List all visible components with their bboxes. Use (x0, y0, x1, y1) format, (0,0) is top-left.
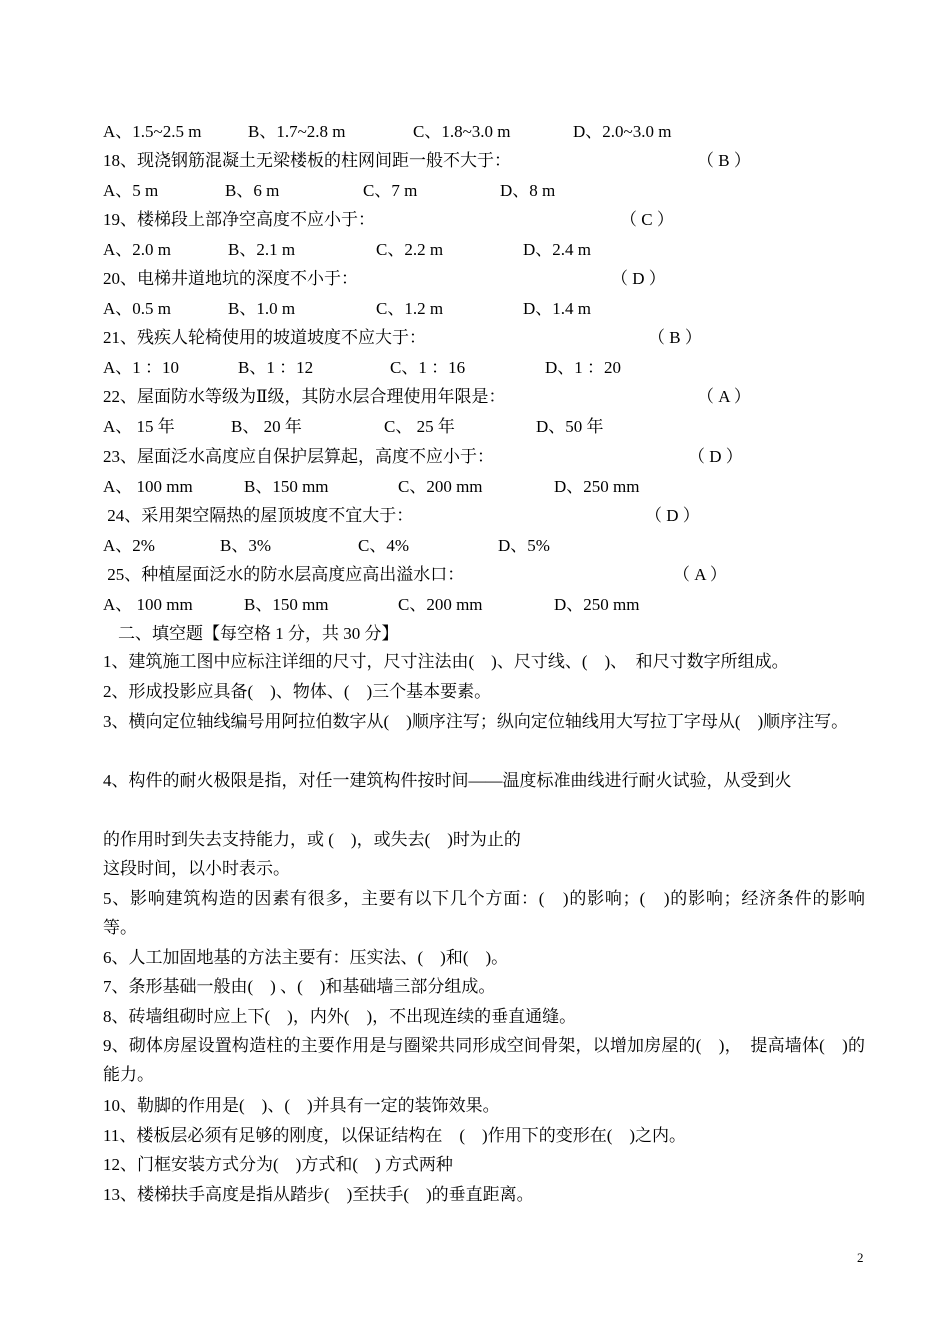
q23-option-d: D、250 mm (554, 477, 640, 496)
fill-item-9: 9、砌体房屋设置构造柱的主要作用是与圈梁共同形成空间骨架，以增加房屋的( )， 提高墙体( )的能力。 (103, 1036, 865, 1084)
q24-option-a: A、2% (103, 536, 155, 555)
fill-item-4: 4、构件的耐火极限是指，对任一建筑构件按时间——温度标准曲线进行耐火试验，从受到火 (103, 771, 792, 790)
q18-option-b: B、6 m (225, 181, 280, 200)
q19-option-b: B、2.1 m (228, 240, 296, 259)
q23-option-b: B、150 mm (244, 477, 329, 496)
answer-25: （ A ） (673, 565, 727, 584)
q22-option-c: C、 25 年 (384, 417, 455, 436)
fill-item-4-end: 这段时间，以小时表示。 (103, 859, 290, 878)
question-18: 18、现浇钢筋混凝土无梁楼板的柱网间距一般不大于： (103, 151, 511, 170)
q21-option-d: D、1 ：20 (545, 358, 622, 377)
answer-24: （ D ） (645, 506, 700, 525)
q18-option-c: C、7 m (363, 181, 418, 200)
q23-option-a: A、 100 mm (103, 477, 193, 496)
answer-21: （ B ） (648, 328, 702, 347)
q22-option-b: B、 20 年 (231, 417, 302, 436)
q25-option-a: A、 100 mm (103, 595, 193, 614)
question-25: 25、种植屋面泛水的防水层高度应高出溢水口： (103, 565, 465, 584)
question-21: 21、残疾人轮椅使用的坡道坡度不应大于： (103, 328, 426, 347)
section-2-title: 二、填空题【每空格 1 分，共 30 分】 (118, 624, 399, 643)
question-24: 24、采用架空隔热的屋顶坡度不宜大于： (103, 506, 414, 525)
q20-option-d: D、1.4 m (523, 299, 591, 318)
q19-option-c: C、2.2 m (376, 240, 444, 259)
answer-19: （ C ） (620, 210, 674, 229)
fill-item-13: 13、楼梯扶手高度是指从踏步( )至扶手( )的垂直距离。 (103, 1185, 534, 1204)
q20-option-a: A、0.5 m (103, 299, 171, 318)
q17-option-c: C、1.8~3.0 m (413, 122, 511, 141)
q24-option-c: C、4% (358, 536, 409, 555)
question-22: 22、屋面防水等级为Ⅱ级，其防水层合理使用年限是： (103, 387, 506, 406)
q18-option-d: D、8 m (500, 181, 556, 200)
answer-20: （ D ） (611, 269, 666, 288)
fill-item-12: 12、门框安装方式分为( )方式和( ) 方式两种 (103, 1155, 453, 1174)
q21-option-b: B、1 ：12 (238, 358, 314, 377)
q17-option-a: A、1.5~2.5 m (103, 122, 202, 141)
page-number: 2 (857, 1250, 864, 1265)
q19-option-a: A、2.0 m (103, 240, 171, 259)
q24-option-b: B、3% (220, 536, 271, 555)
fill-item-3: 3、横向定位轴线编号用阿拉伯数字从( )顺序注写；纵向定位轴线用大写拉丁字母从( )顺序注写。 (103, 712, 849, 731)
q23-option-c: C、200 mm (398, 477, 483, 496)
answer-22: （ A ） (697, 387, 751, 406)
q20-option-c: C、1.2 m (376, 299, 444, 318)
q18-option-a: A、5 m (103, 181, 159, 200)
fill-item-7: 7、条形基础一般由( ) 、( )和基础墙三部分组成。 (103, 977, 496, 996)
q25-option-c: C、200 mm (398, 595, 483, 614)
q22-option-a: A、 15 年 (103, 417, 175, 436)
q20-option-b: B、1.0 m (228, 299, 296, 318)
q22-option-d: D、50 年 (536, 417, 604, 436)
q24-option-d: D、5% (498, 536, 550, 555)
fill-item-11: 11、楼板层必须有足够的刚度，以保证结构在 ( )作用下的变形在( )之内。 (103, 1126, 687, 1145)
fill-item-2: 2、形成投影应具备( )、物体、( )三个基本要素。 (103, 682, 492, 701)
question-23: 23、屋面泛水高度应自保护层算起，高度不应小于： (103, 447, 494, 466)
q21-option-a: A、1 ：10 (103, 358, 180, 377)
question-20: 20、电梯井道地坑的深度不小于： (103, 269, 358, 288)
fill-item-4-cont: 的作用时到失去支持能力，或 ( )，或失去( )时为止的 (103, 830, 521, 849)
fill-item-8: 8、砖墙组砌时应上下( )，内外( )，不出现连续的垂直通缝。 (103, 1007, 577, 1026)
q17-option-b: B、1.7~2.8 m (248, 122, 346, 141)
q25-option-d: D、250 mm (554, 595, 640, 614)
question-19: 19、楼梯段上部净空高度不应小于： (103, 210, 375, 229)
answer-18: （ B ） (697, 151, 751, 170)
q19-option-d: D、2.4 m (523, 240, 591, 259)
q21-option-c: C、1 ：16 (390, 358, 466, 377)
fill-item-1: 1、建筑施工图中应标注详细的尺寸，尺寸注法由( )、尺寸线、( )、 和尺寸数字所组成。 (103, 652, 789, 671)
fill-item-5: 5、影响建筑构造的因素有很多，主要有以下几个方面：( )的影响；( )的影响；经济条件的影响等。 (103, 889, 865, 937)
q25-option-b: B、150 mm (244, 595, 329, 614)
answer-23: （ D ） (688, 447, 743, 466)
fill-item-10: 10、勒脚的作用是( )、( )并具有一定的装饰效果。 (103, 1096, 500, 1115)
q17-option-d: D、2.0~3.0 m (573, 122, 672, 141)
fill-item-6: 6、人工加固地基的方法主要有：压实法、( )和( )。 (103, 948, 509, 967)
